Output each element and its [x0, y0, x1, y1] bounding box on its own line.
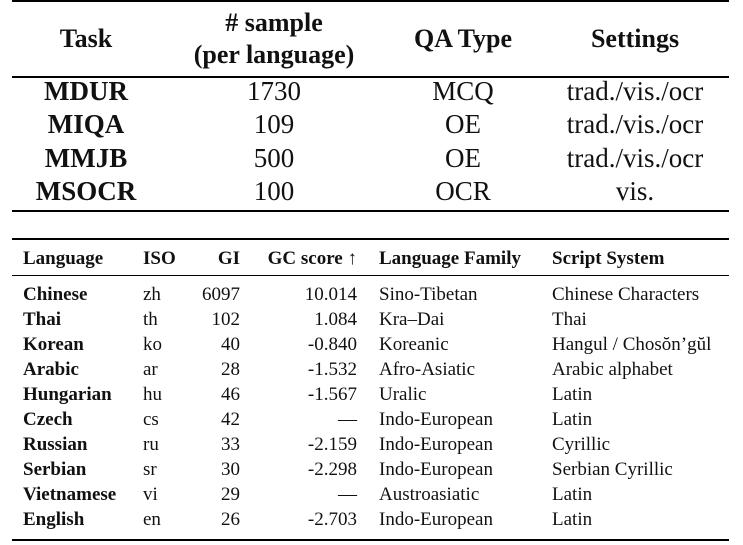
language-cell: Vietnamese	[23, 484, 117, 505]
gi-cell: 102	[211, 309, 240, 330]
gi-cell: 40	[221, 334, 240, 355]
language-cell: English	[23, 509, 85, 530]
iso-cell: hu	[143, 384, 162, 405]
gc-score-cell: -0.840	[307, 334, 357, 355]
gi-cell: 42	[221, 409, 240, 430]
table1-sample-cell: 109	[253, 109, 295, 139]
table1-task-cell: MMJB	[44, 143, 128, 173]
language-family-cell: Austroasiatic	[379, 484, 480, 505]
table1-header-qa-type: QA Type	[413, 24, 513, 53]
table1-qa-type-cell: OCR	[435, 176, 491, 206]
table2-header-iso: ISO	[143, 248, 176, 269]
script-system-cell: Serbian Cyrillic	[552, 459, 673, 480]
table1-sample-cell: 100	[253, 176, 295, 206]
gi-cell: 6097	[202, 284, 240, 305]
script-system-cell: Latin	[552, 384, 593, 405]
script-system-cell: Latin	[552, 509, 593, 530]
language-family-cell: Kra–Dai	[379, 309, 445, 330]
gc-score-cell: -2.159	[307, 434, 357, 455]
table2-header-rule	[12, 275, 729, 276]
gc-score-cell: -2.298	[307, 459, 357, 480]
language-cell: Chinese	[23, 284, 88, 305]
language-family-cell: Indo-European	[379, 434, 493, 455]
table1-sample-cell: 500	[253, 143, 295, 173]
language-family-cell: Indo-European	[379, 509, 493, 530]
table1-qa-type-cell: OE	[445, 143, 481, 173]
table2-header-gi: GI	[217, 248, 240, 269]
gi-cell: 26	[221, 509, 240, 530]
script-system-cell: Arabic alphabet	[552, 359, 673, 380]
language-cell: Czech	[23, 409, 73, 430]
iso-cell: sr	[143, 459, 157, 480]
script-system-cell: Latin	[552, 484, 593, 505]
script-system-cell: Thai	[552, 309, 587, 330]
table1-top-rule	[12, 0, 729, 2]
table1-qa-type-cell: MCQ	[432, 76, 494, 106]
iso-cell: cs	[143, 409, 159, 430]
table1-settings-cell: trad./vis./ocr	[566, 143, 704, 173]
table1-sample-cell: 1730	[247, 76, 301, 106]
table1-task-cell: MSOCR	[35, 176, 137, 206]
gc-score-cell: -1.532	[307, 359, 357, 380]
gi-cell: 33	[221, 434, 240, 455]
table1-task-cell: MDUR	[44, 76, 128, 106]
language-family-cell: Afro-Asiatic	[379, 359, 476, 380]
table2-top-rule	[12, 238, 729, 240]
table1-header-settings: Settings	[590, 24, 680, 53]
language-family-cell: Koreanic	[379, 334, 449, 355]
language-family-cell: Indo-European	[379, 409, 493, 430]
gi-cell: 29	[221, 484, 240, 505]
iso-cell: zh	[143, 284, 161, 305]
table1-header-sample-line1: # sample	[225, 8, 323, 37]
table1-bottom-rule	[12, 210, 729, 212]
gi-cell: 46	[221, 384, 240, 405]
script-system-cell: Hangul / Chosŏn’gŭl	[552, 334, 712, 355]
language-cell: Thai	[23, 309, 62, 330]
gc-score-cell: —	[338, 484, 357, 505]
table2-header-language-family: Language Family	[379, 248, 521, 269]
gi-cell: 28	[221, 359, 240, 380]
table1-settings-cell: trad./vis./ocr	[566, 109, 704, 139]
language-family-cell: Indo-European	[379, 459, 493, 480]
language-cell: Arabic	[23, 359, 79, 380]
language-family-cell: Sino-Tibetan	[379, 284, 478, 305]
table2-header-language: Language	[23, 248, 104, 269]
iso-cell: en	[143, 509, 161, 530]
table1-task-cell: MIQA	[47, 109, 125, 139]
table2-bottom-rule	[12, 539, 729, 541]
table1-header-task: Task	[59, 24, 113, 53]
language-cell: Russian	[23, 434, 88, 455]
language-family-cell: Uralic	[379, 384, 427, 405]
gc-score-cell: —	[338, 409, 357, 430]
language-cell: Serbian	[23, 459, 87, 480]
gi-cell: 30	[221, 459, 240, 480]
script-system-cell: Cyrillic	[552, 434, 611, 455]
iso-cell: th	[143, 309, 158, 330]
language-cell: Hungarian	[23, 384, 112, 405]
table1-settings-cell: vis.	[615, 176, 655, 206]
table2-header-script-system: Script System	[552, 248, 665, 269]
table1-header-sample-line2: (per language)	[193, 40, 355, 69]
gc-score-cell: 10.014	[304, 284, 357, 305]
language-cell: Korean	[23, 334, 84, 355]
script-system-cell: Latin	[552, 409, 593, 430]
gc-score-cell: -1.567	[307, 384, 357, 405]
iso-cell: ko	[143, 334, 162, 355]
iso-cell: ru	[143, 434, 159, 455]
table1-qa-type-cell: OE	[445, 109, 481, 139]
gc-score-cell: 1.084	[314, 309, 357, 330]
table1-settings-cell: trad./vis./ocr	[566, 76, 704, 106]
iso-cell: ar	[143, 359, 158, 380]
script-system-cell: Chinese Characters	[552, 284, 700, 305]
gc-score-cell: -2.703	[307, 509, 357, 530]
table2-header-gc-score: GC score ↑	[267, 248, 357, 269]
iso-cell: vi	[143, 484, 158, 505]
